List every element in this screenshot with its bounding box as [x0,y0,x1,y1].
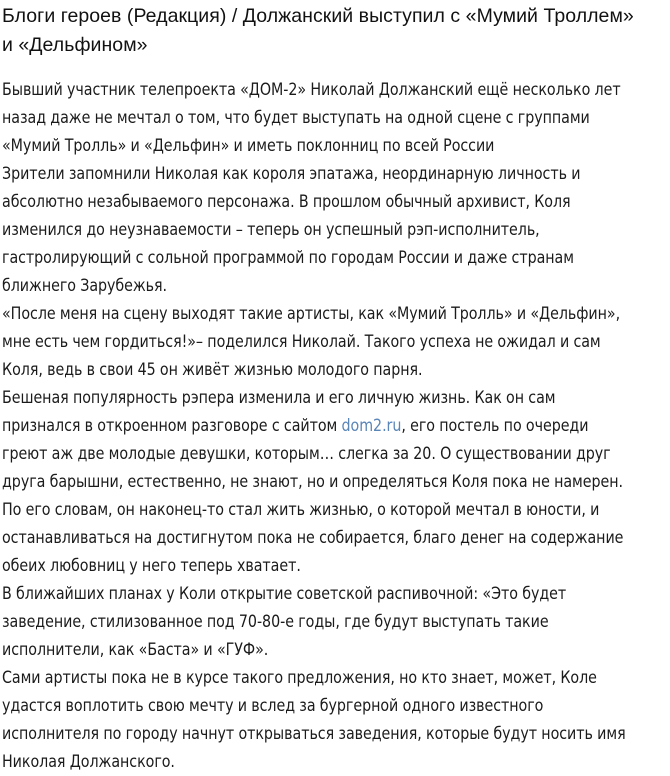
page-title: Блоги героев (Редакция) / Должанский выступил с «Мумий Троллем» и «Дельфином» [2,5,634,56]
article-paragraph-6: В ближайших планах у Коли открытие советской распивочной: «Это будет заведение, стилизованное под 70-80-е годы, где будут выступать такие исполнители, как «Баста» и «ГУФ». [2,584,567,659]
article-body [2,76,668,776]
paragraph-text-before-link: Бешеная популярность рэпера изменила и его личную жизнь. Как он сам признался в откроенном разговоре с сайтом [2,388,556,435]
article-paragraph-7: Сами артисты пока не в курсе такого предложения, но кто знает, может, Коле удастся воплотить свою мечту и вслед за бургерной одного известного исполнителя по городу начнут открываться заведения, которые будут носить имя Николая Должанского. [2,668,626,771]
article-paragraph-3: «После меня на сцену выходят такие артисты, как «Мумий Тролль» и «Дельфин», мне есть чем гордиться!»– поделился Николай. Такого успеха не ожидал и сам Коля, ведь в свои 45 он живёт жизнью молодого парня. [2,304,621,379]
article-paragraph-5: По его словам, он наконец-то стал жить жизнью, о которой мечтал в юности, и останавливаться на достигнутом пока не собирается, благо денег на содержание обеих любовниц у него теперь хватает. [2,500,624,575]
article-paragraph-2: Зрители запомнили Николая как короля эпатажа, неординарную личность и абсолютно незабываемого персонажа. В прошлом обычный архивист, Коля изменился до неузнаваемости – теперь он успешный рэп-исполнитель, гастролирующий с сольной программой по городам России и даже странам ближнего Зарубежья. [2,164,581,295]
dom2-ru-link[interactable]: dom2.ru [341,416,402,435]
article-paragraph-4 [2,384,636,496]
paragraph-text-after-link: , его постель по очереди греют аж две молодые девушки, которым… слегка за 20. О существовании друг друга барышни, естественно, не знают, но и определяться Коля пока не намерен. [2,416,623,491]
article-paragraph-1: Бывший участник телепроекта «ДОМ-2» Николай Должанский ещё несколько лет назад даже не мечтал о том, что будет выступать на одной сцене с группами «Мумий Тролль» и «Дельфин» и иметь поклонниц по всей России [2,80,621,155]
